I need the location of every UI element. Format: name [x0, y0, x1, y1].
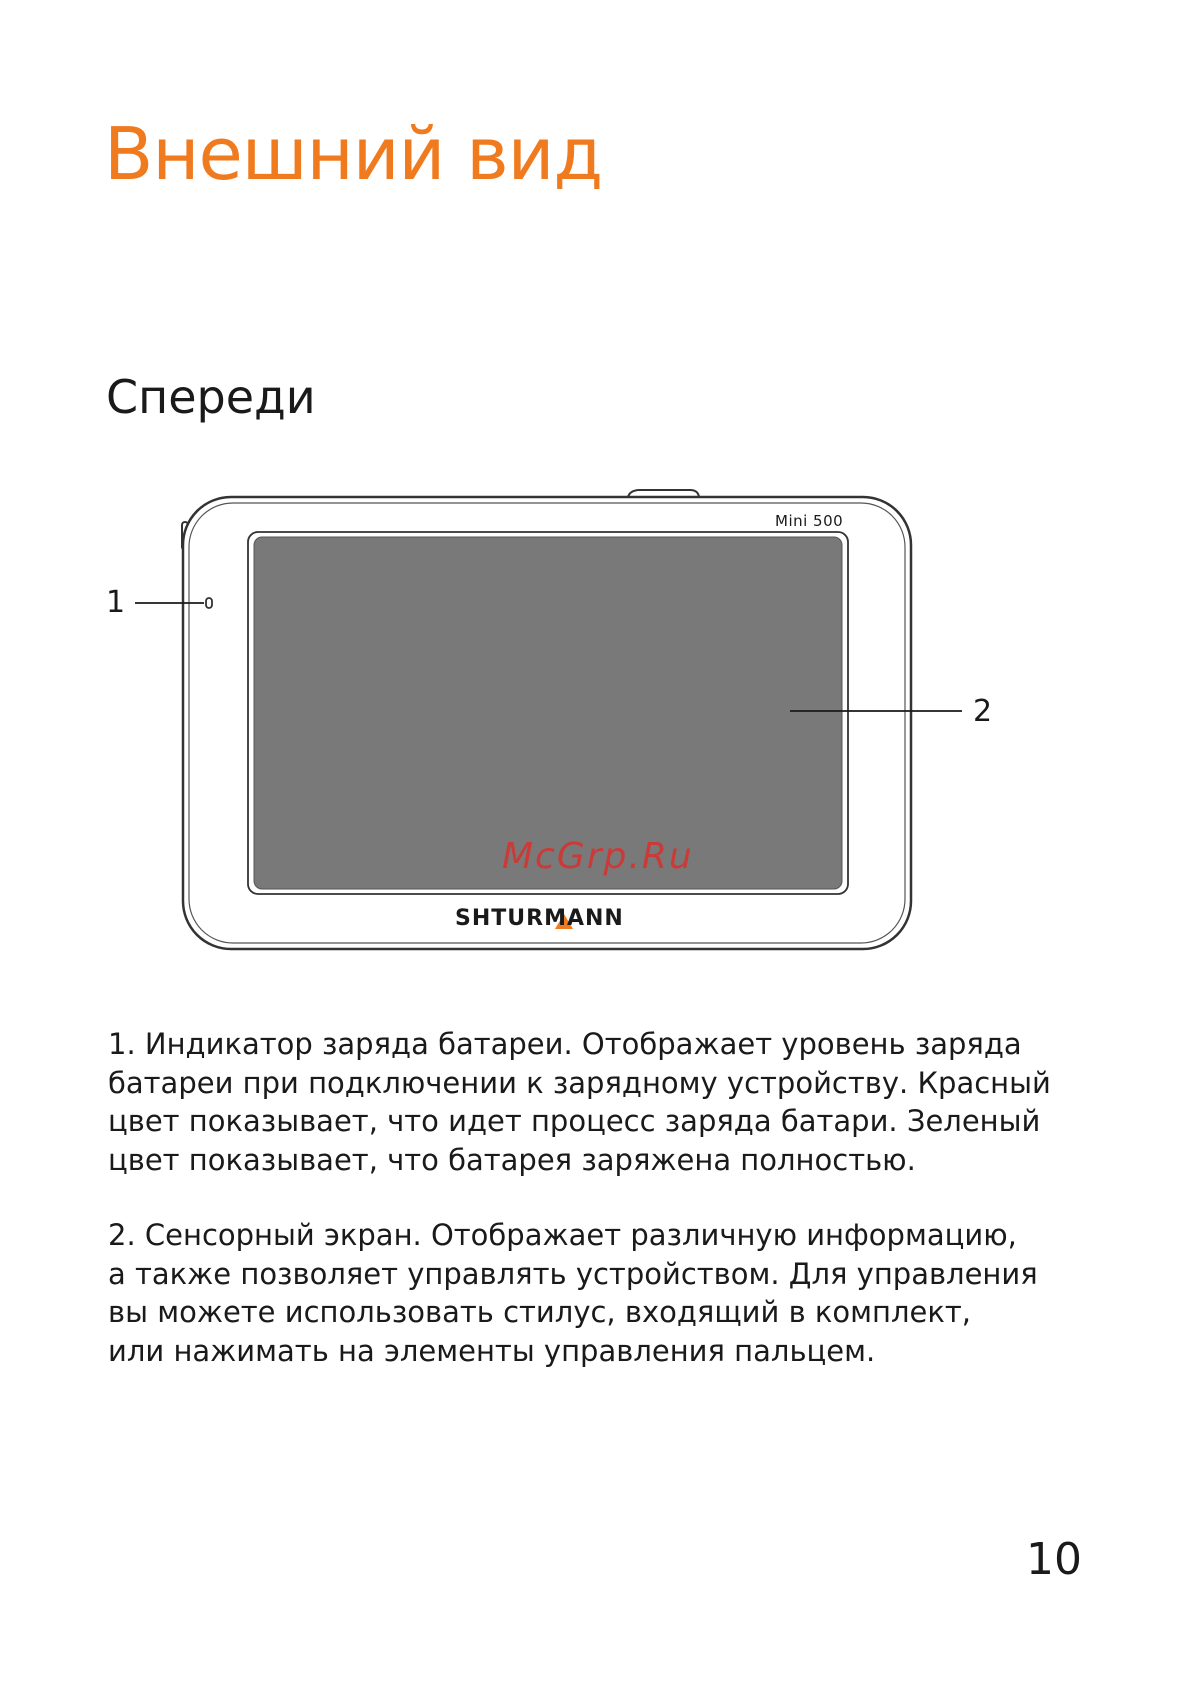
model-label: Mini 500: [775, 512, 844, 530]
callout-label-2: 2: [973, 694, 993, 729]
page-number: 10: [1026, 1534, 1082, 1585]
description-touch-screen: 2. Сенсорный экран. Отображает различную информацию, а также позволяет управлять устройством. Для управления вы можете использовать стилус, входящий в комплект, или нажимать на элементы управления пальцем.: [108, 1218, 1038, 1368]
battery-indicator-led: [206, 598, 212, 608]
page-title: Внешний вид: [104, 112, 603, 196]
brand-logo: SHTURMANN: [455, 906, 624, 931]
callout-label-1: 1: [106, 585, 126, 620]
section-title: Спереди: [106, 370, 316, 424]
description-battery-indicator: 1. Индикатор заряда батареи. Отображает уровень заряда батареи при подключении к зарядному устройству. Красный цвет показывает, что идет процесс заряда батари. Зеленый цвет показывает, что батарея заряжена полностью.: [108, 1027, 1051, 1177]
watermark: McGrp.Ru: [502, 836, 694, 877]
